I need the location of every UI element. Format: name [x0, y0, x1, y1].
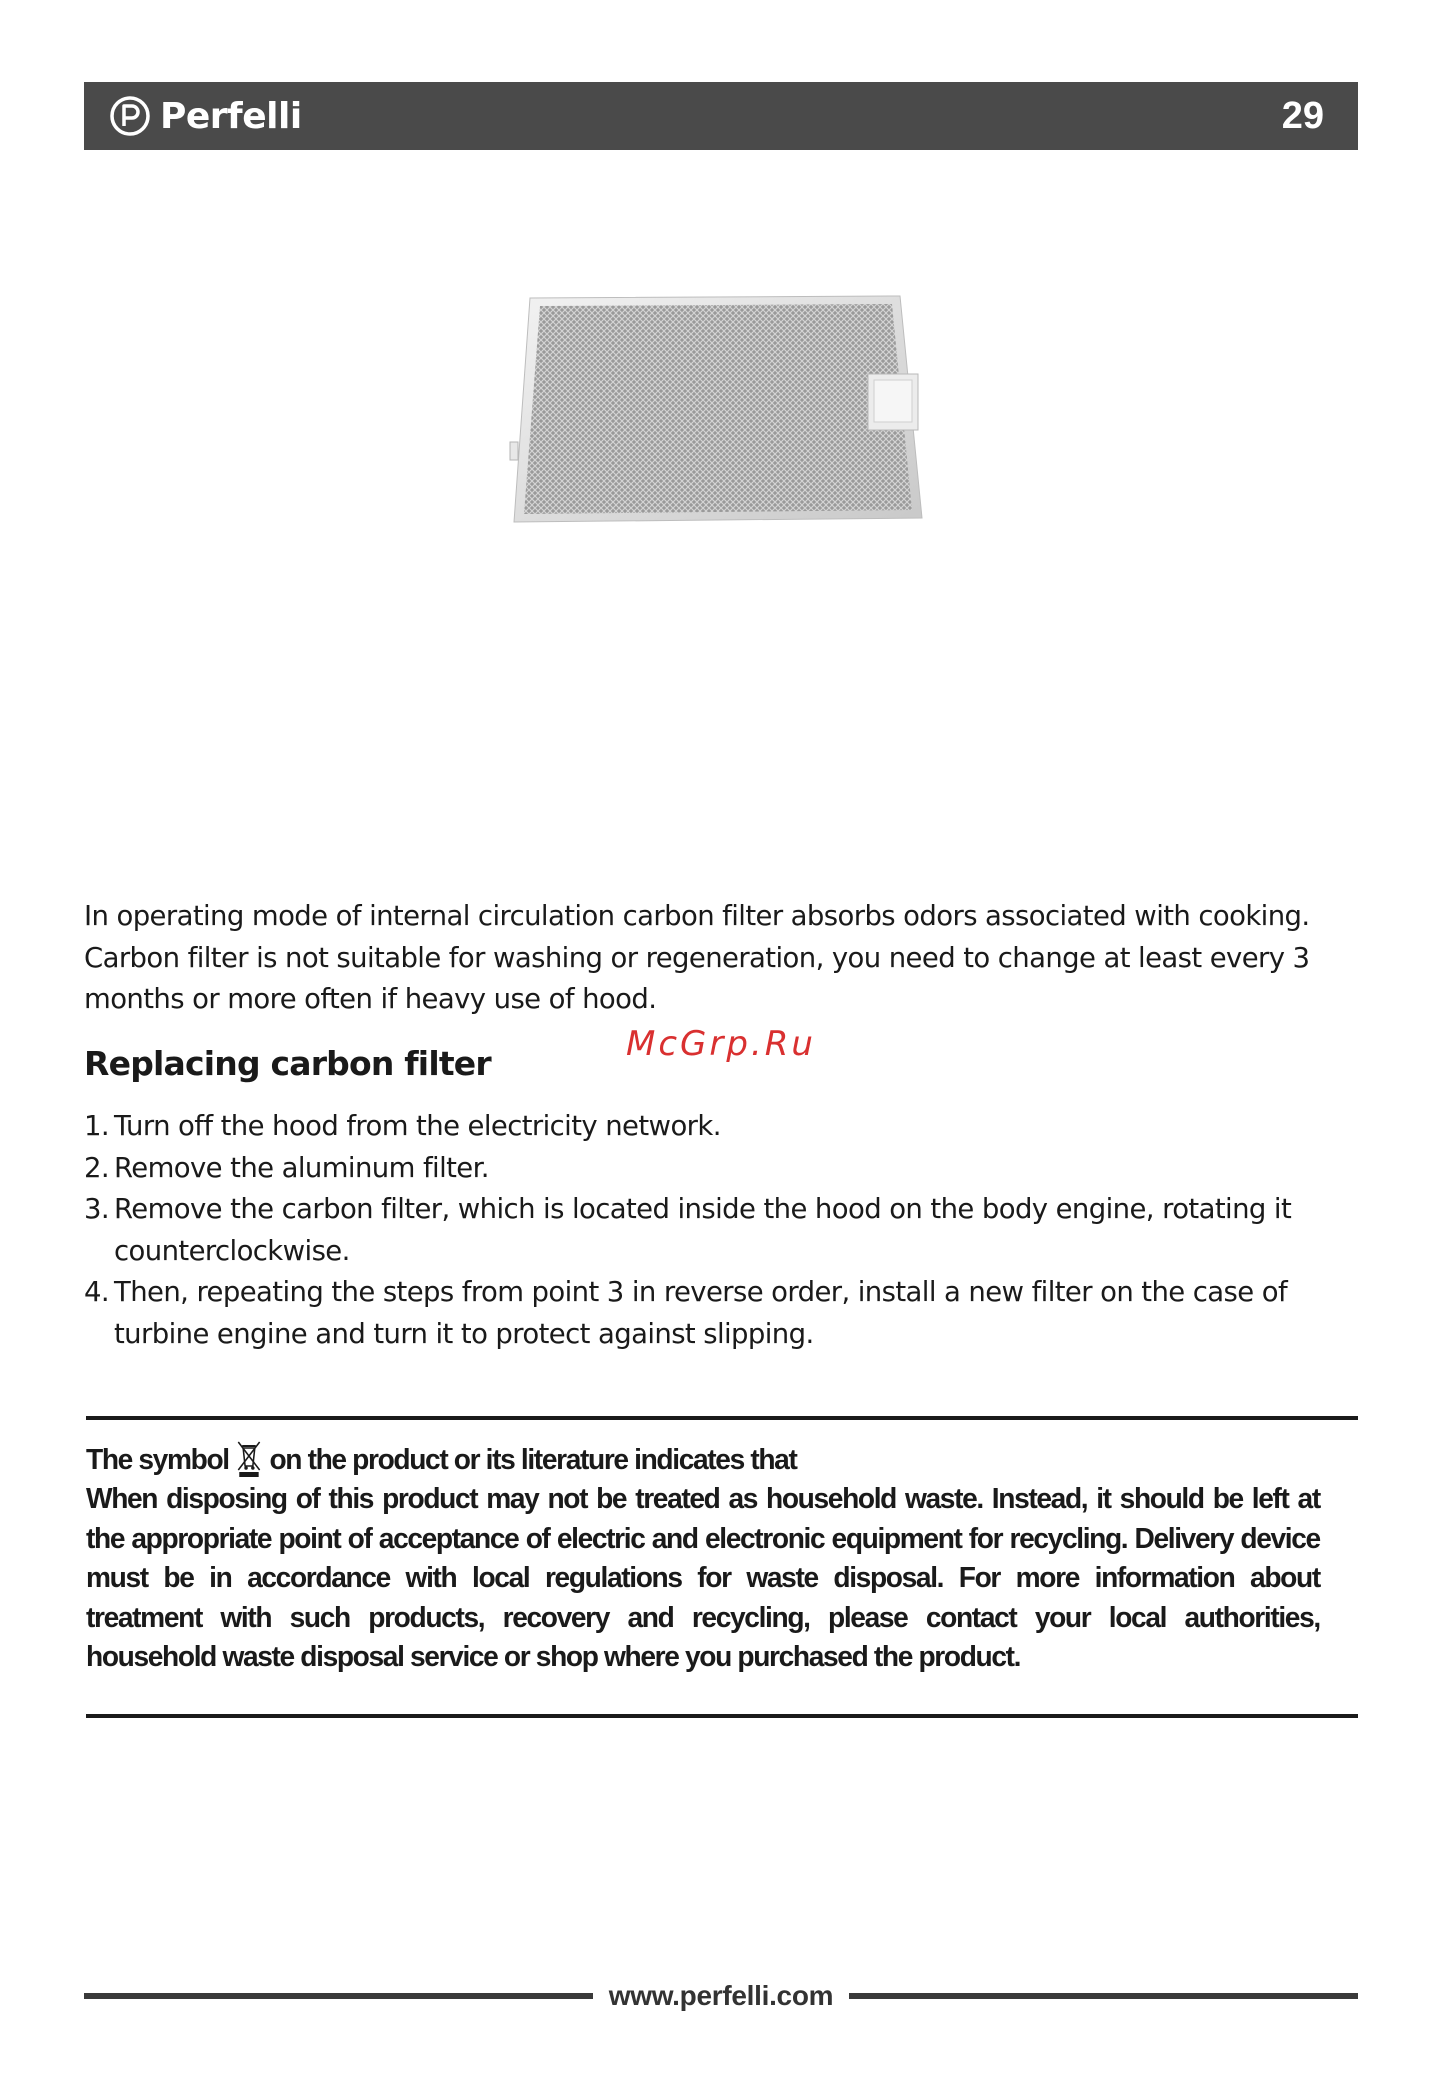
intro-paragraph: In operating mode of internal circulation carbon filter absorbs odors associated with cooking. Carbon filter is not suitable for washing or regeneration, you need to change at least every 3 months or more often if heavy use of hood. [84, 900, 1310, 1015]
step-number: 2. [84, 1151, 110, 1184]
section-heading: Replacing carbon filter [84, 1044, 491, 1083]
list-item [84, 1106, 1354, 1148]
aluminum-filter-image [508, 292, 924, 524]
brand [108, 94, 302, 138]
page-header [84, 82, 1358, 150]
list-item [84, 1272, 1354, 1355]
weee-notice [86, 1440, 1320, 1678]
step-number: 1. [84, 1110, 110, 1142]
list-item [84, 1148, 1354, 1190]
weee-symbol-line [86, 1440, 1320, 1480]
crossed-out-wheelie-bin-icon [235, 1440, 264, 1478]
footer-line-left [84, 1993, 593, 1999]
brand-name: Perfelli [160, 95, 302, 137]
divider-top [86, 1416, 1358, 1420]
steps-list [84, 1106, 1354, 1355]
step-text: Remove the aluminum filter. [114, 1151, 489, 1184]
weee-symbol-prefix: The symbol [86, 1443, 229, 1476]
footer-url: www.perfelli.com [608, 1980, 834, 2011]
perfelli-logo-icon [108, 94, 152, 138]
page-footer [84, 1976, 1358, 2016]
weee-body-text: When disposing of this product may not be treated as household waste. Instead, it should be left at the appropriate point of acceptance of electric and electronic equipment for recycling. Delivery device must be in accordance with local regulations for waste disposal. For more information about treatment with such products, recovery and recycling, please contact your local authorities, household waste disposal service or shop where you purchased the product. [86, 1483, 1320, 1673]
step-number: 4. [84, 1276, 110, 1308]
step-text: Then, repeating the steps from point 3 in reverse order, install a new filter on the case of turbine engine and turn it to protect against slipping. [114, 1276, 1288, 1350]
page-number: 29 [1281, 94, 1324, 137]
step-text: Remove the carbon filter, which is located inside the hood on the body engine, rotating it counterclockwise. [114, 1193, 1292, 1267]
divider-bottom [86, 1714, 1358, 1718]
step-text: Turn off the hood from the electricity network. [114, 1110, 721, 1142]
step-number: 3. [84, 1193, 110, 1225]
weee-symbol-suffix: on the product or its literature indicates that [269, 1443, 797, 1476]
watermark-text: McGrp.Ru [626, 1024, 816, 1064]
list-item [84, 1189, 1354, 1272]
footer-line-right [849, 1993, 1358, 1999]
